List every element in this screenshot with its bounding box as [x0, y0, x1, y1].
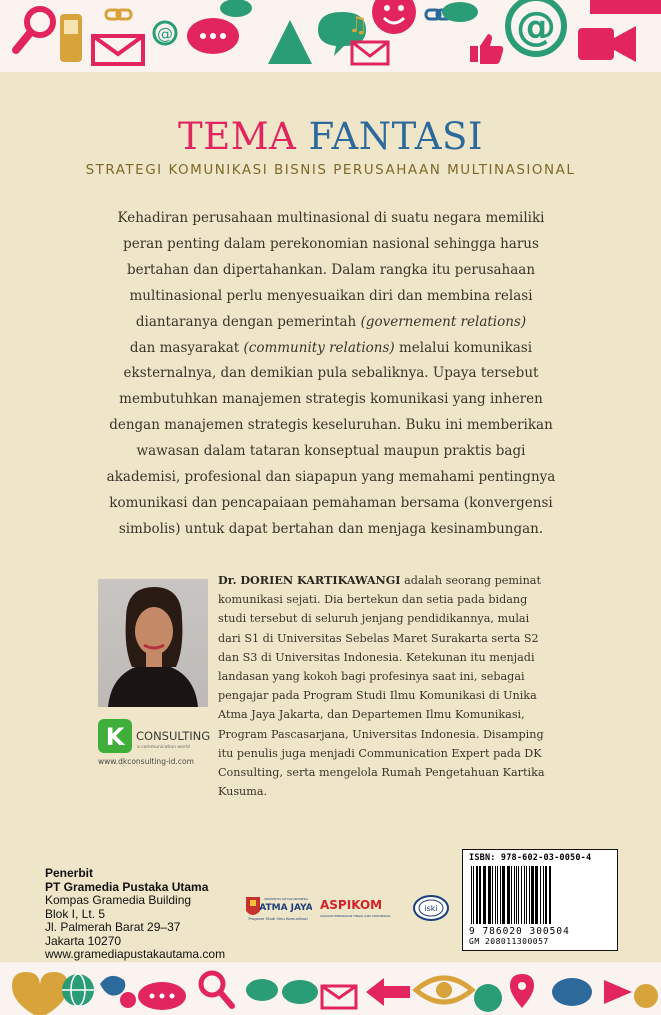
- barcode-bar: [540, 866, 541, 924]
- iski-logo: [412, 893, 450, 923]
- synopsis-line: simbolis) untuk dapat bertahan dan menjaga kesinambungan.: [118, 520, 544, 537]
- barcode-bar: [535, 866, 538, 924]
- mail-icon: [322, 986, 356, 1008]
- dk-logo-name: CONSULTING: [136, 729, 210, 743]
- atma-jaya-bottom: Program Studi Ilmu Komunikasi: [248, 916, 308, 921]
- barcode-bar: [524, 866, 525, 924]
- aspikom-name: ASPIKOM: [320, 898, 383, 912]
- synopsis-line: eksternalnya, dan demikian pula sebaliknya. Upaya tersebut: [123, 365, 539, 382]
- atma-jaya-top: UNIVERSITAS KATOLIK INDONESIA: [264, 898, 308, 901]
- thumbs-up-icon: [470, 34, 503, 64]
- search-icon: [201, 973, 232, 1006]
- atma-jaya-logo: [244, 893, 312, 923]
- top-icon-band: [0, 0, 661, 72]
- barcode-bar: [529, 866, 530, 924]
- isbn-barcode: [462, 849, 618, 951]
- bio-line: Consulting, serta mengelola Rumah Pengetahuan Kartika: [218, 766, 545, 780]
- barcode-bar: [471, 866, 472, 924]
- book-subtitle: STRATEGI KOMUNIKASI BISNIS PERUSAHAAN MULTINASIONAL: [85, 162, 576, 178]
- barcode-bar: [497, 866, 498, 924]
- bio-line: dari S1 di Universitas Sebelas Maret Surakarta serta S2: [218, 631, 539, 645]
- bird-icon: [100, 976, 136, 1008]
- at-icon: [508, 0, 564, 54]
- barcode-bar: [543, 866, 544, 924]
- location-pin-icon: [510, 974, 534, 1008]
- dk-consulting-logo: [98, 717, 210, 755]
- synopsis: [100, 206, 562, 543]
- barcode-bar: [502, 866, 505, 924]
- arrow-icon: [366, 978, 410, 1006]
- barcode-bar: [549, 866, 551, 924]
- barcode-bar: [473, 866, 474, 924]
- title-word-1: TEMA: [178, 115, 297, 158]
- chat-bubble-icon: [552, 978, 658, 1008]
- bottom-icon-band: [0, 962, 661, 1015]
- synopsis-line: peran penting dalam perekonomian nasional sehingga harus: [123, 235, 539, 252]
- bio-line: Program Pascasarjana, Universitas Indonesia. Disamping: [218, 727, 544, 741]
- dk-logo-letter: K: [105, 723, 125, 751]
- link-icon: [106, 10, 131, 19]
- svg-text:♫: ♫: [348, 13, 368, 38]
- barcode-bar: [476, 866, 478, 924]
- smiley-icon: [474, 984, 502, 1012]
- dk-website-link[interactable]: www.dkconsulting-id.com: [98, 757, 194, 766]
- barcode-bar: [507, 866, 510, 924]
- gm-code: GM 208011300057: [469, 937, 549, 946]
- barcode-bar: [492, 866, 493, 924]
- barcode-bar: [495, 866, 496, 924]
- publisher-info: [45, 867, 225, 962]
- publisher-address-line: Jl. Palmerah Barat 29–37: [45, 920, 181, 934]
- bio-line: komunikasi sejati. Dia bertekun dan setia pada bidang: [218, 593, 528, 607]
- arrow-icon: [268, 20, 312, 64]
- barcode-bar: [514, 866, 515, 924]
- barcode-bar: [521, 866, 522, 924]
- search-icon: [16, 9, 53, 50]
- barcode-bar: [500, 866, 501, 924]
- globe-icon: [62, 974, 94, 1006]
- barcode-bar: [545, 866, 547, 924]
- bio-line: Atma Jaya Jakarta, dan Departemen Ilmu Komunikasi,: [218, 708, 525, 722]
- chat-bubble-icon: [138, 982, 186, 1010]
- mail-icon: [352, 42, 388, 64]
- eye-icon: [416, 978, 472, 1002]
- barcode-bar: [516, 866, 517, 924]
- chat-bubble-icon: [246, 979, 318, 1004]
- phone-icon: [60, 14, 82, 62]
- dk-logo-tagline: a communication world: [137, 745, 190, 750]
- bio-line: dan S3 di Universitas Indonesia. Ketekunan itu menjadi: [218, 650, 535, 664]
- barcode-bar: [483, 866, 486, 924]
- aspikom-logo: [318, 893, 402, 923]
- barcode-bar: [479, 866, 481, 924]
- banner-strip: [590, 0, 661, 14]
- aspikom-bottom: ASOSIASI PENDIDIKAN TINGGI ILMU KOMUNIKASI: [320, 914, 391, 918]
- video-camera-icon: [578, 26, 636, 62]
- synopsis-line: dan masyarakat (community relations) melalui komunikasi: [129, 339, 533, 356]
- synopsis-line: multinasional perlu menyesuaikan diri dan membina relasi: [129, 287, 533, 304]
- chat-bubble-icon: [442, 2, 478, 22]
- synopsis-line: diantaranya dengan pemerintah (governement relations): [135, 313, 527, 330]
- iski-name: iski: [424, 904, 438, 913]
- chat-bubble-icon: [187, 18, 239, 54]
- at-icon: [154, 22, 176, 44]
- publisher-website-link[interactable]: www.gramediapustakautama.com: [45, 947, 226, 961]
- publisher-address-line: Jakarta 10270: [45, 933, 122, 948]
- bio-line: Kusuma.: [218, 785, 268, 799]
- mail-icon: [93, 36, 143, 64]
- barcode-digits: 9 786020 300504: [469, 926, 570, 937]
- bio-line: studi tersebut di seluruh jenjang pendidikannya, mulai: [218, 612, 530, 626]
- book-title: [0, 115, 661, 158]
- barcode-bar: [518, 866, 519, 924]
- synopsis-line: akademisi, profesional dan siapapun yang memahami pentingnya: [106, 469, 556, 486]
- bio-line: pengajar pada Program Studi Ilmu Komunikasi di Unika: [218, 689, 537, 703]
- chat-bubble-icon: [220, 0, 252, 17]
- synopsis-line: wawasan dalam tataran konseptual maupun praktis bagi: [136, 443, 526, 460]
- synopsis-line: Kehadiran perusahaan multinasional di suatu negara memiliki: [117, 210, 545, 226]
- author-photo: [98, 579, 208, 707]
- synopsis-line: bertahan dan dipertahankan. Dalam rangka itu perusahaan: [126, 261, 536, 278]
- bio-line: Dr. DORIEN KARTIKAWANGI adalah seorang peminat: [218, 573, 541, 587]
- barcode-bar: [488, 866, 491, 924]
- publisher-label: Penerbit: [45, 866, 94, 880]
- publisher-address-line: Kompas Gramedia Building: [45, 893, 192, 907]
- synopsis-line: dengan manajemen strategis keseluruhan. Buku ini memberikan: [109, 417, 553, 434]
- synopsis-line: komunikasi dan pencapaiaan pemahaman bersama (konvergensi: [109, 494, 553, 511]
- author-name: Dr. DORIEN KARTIKAWANGI: [218, 573, 401, 587]
- author-bio: [218, 571, 568, 801]
- barcode-bars: [469, 866, 611, 924]
- barcode-bar: [531, 866, 534, 924]
- isbn-label: ISBN: 978-602-03-0050-4: [469, 853, 592, 863]
- barcode-bar: [526, 866, 527, 924]
- barcode-bar: [511, 866, 512, 924]
- bio-line: itu penulis juga menjadi Communication Expert pada DK: [218, 746, 542, 760]
- music-note-icon: [348, 13, 368, 38]
- atma-jaya-name: ATMA JAYA: [259, 903, 312, 913]
- svg-text:@: @: [157, 24, 173, 43]
- synopsis-line: membutuhkan manajemen strategis komunikasi yang inheren: [119, 391, 543, 408]
- bio-line: landasan yang kokoh bagi profesinya saat ini, sebagai: [218, 670, 525, 684]
- svg-text:@: @: [516, 4, 556, 50]
- publisher-name: PT Gramedia Pustaka Utama: [45, 879, 209, 894]
- heart-icon: [12, 972, 68, 1015]
- title-word-2: FANTASI: [308, 115, 483, 158]
- publisher-address-line: Blok I, Lt. 5: [45, 906, 106, 921]
- smiley-icon: [372, 0, 416, 34]
